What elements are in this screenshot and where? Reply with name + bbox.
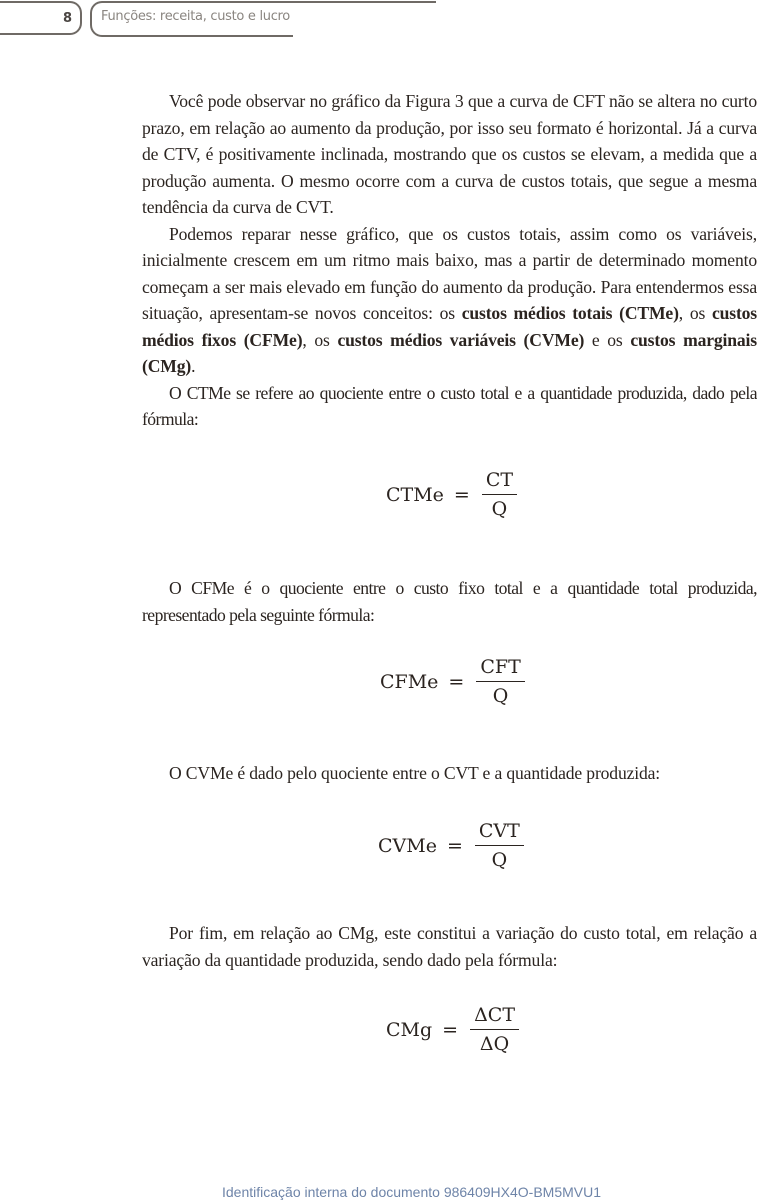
page-number-box — [0, 1, 82, 35]
fraction — [476, 656, 524, 707]
fraction — [470, 1004, 519, 1055]
document-id-watermark: Identificação interna do documento 986409HX4O-BM5MVU1 — [222, 1184, 601, 1200]
numerator: CVT — [475, 820, 524, 846]
formula-cvme — [378, 820, 524, 871]
equals-sign: = — [446, 834, 463, 857]
body-text-cvme — [142, 760, 757, 787]
formula-cfme — [380, 656, 525, 707]
numerator: CT — [482, 469, 517, 495]
page-number: 8 — [62, 11, 72, 26]
paragraph-cmg-intro: Por fim, em relação ao CMg, este constitui a variação do custo total, em relação a variação da quantidade produzida, sendo dado pela fórmula: — [142, 923, 757, 970]
text-span: , os — [302, 329, 338, 350]
formula-lhs: CTMe — [386, 483, 444, 506]
equals-sign: = — [453, 483, 470, 506]
formula-lhs: CMg — [386, 1018, 433, 1041]
text-span: , os — [678, 303, 712, 323]
denominator: Q — [491, 498, 508, 520]
chapter-title: Funções: receita, custo e lucro — [101, 9, 290, 24]
text-span: e os — [584, 329, 631, 350]
fraction — [475, 820, 524, 871]
text-span: Podemos reparar nesse gráfico, que os custos totais, assim como os variáveis, inicialmente crescem em um ritmo mais baixo, mas a partir de determinado momento começam a ser mais elevado em função do aumento da produção. Para entendermos essa situação, apresentam-se novos conceitos: os — [142, 223, 757, 323]
paragraph-cfme-intro: O CFMe é o quociente entre o custo fixo total e a quantidade total produzida, representado pela seguinte fórmula: — [142, 578, 757, 625]
formula-cmg — [386, 1004, 519, 1055]
text-span: . — [191, 356, 196, 376]
numerator: ΔCT — [470, 1004, 519, 1030]
paragraph-cft-curve: Você pode observar no gráfico da Figura 3 que a curva de CFT não se altera no curto prazo, em relação ao aumento da produção, por isso seu formato é horizontal. Já a curva de CTV, é positivamente inclinada, mostrando que os custos se elevam, a medida que a produção aumenta. O mesmo ocorre com a curva de custos totais, que segue a mesma tendência da curva de CVT. — [142, 91, 757, 217]
term-cfme: custos médios fixos (CFMe) — [142, 303, 757, 350]
paragraph-cvme-intro: O CVMe é dado pelo quociente entre o CVT e a quantidade produzida: — [169, 763, 661, 783]
paragraph-new-concepts — [142, 221, 757, 380]
header-top-rule — [104, 1, 436, 3]
term-cmg: custos marginais (CMg) — [142, 329, 757, 376]
body-text-cmg — [142, 920, 757, 973]
paragraph-ctme-intro: O CTMe se refere ao quociente entre o custo total e a quantidade produzida, dado pela fórmula: — [142, 382, 757, 429]
formula-lhs: CVMe — [378, 834, 437, 857]
numerator: CFT — [476, 656, 524, 682]
body-text-top — [142, 88, 757, 433]
equals-sign: = — [448, 670, 465, 693]
body-text-cfme — [142, 575, 757, 628]
equals-sign: = — [442, 1018, 459, 1041]
term-ctme: custos médios totais (CTMe) — [461, 303, 679, 323]
formula-lhs: CFMe — [380, 670, 439, 693]
fraction — [482, 469, 517, 520]
denominator: Q — [492, 685, 509, 707]
term-cvme: custos médios variáveis (CVMe) — [337, 329, 585, 350]
denominator: ΔQ — [479, 1033, 510, 1055]
formula-ctme — [386, 469, 517, 520]
header-bottom-rule — [104, 35, 293, 37]
denominator: Q — [491, 849, 508, 871]
